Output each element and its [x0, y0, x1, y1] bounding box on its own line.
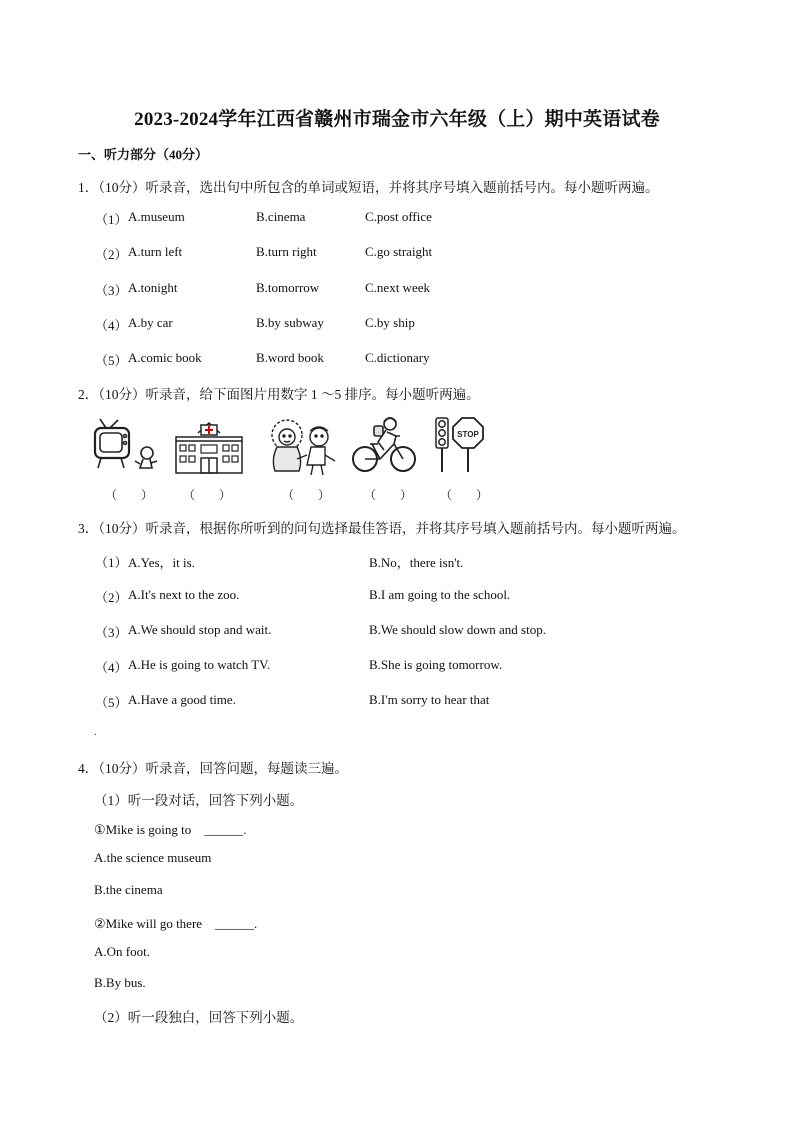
q1-option-a: A.museum [128, 209, 185, 224]
q4-sub-1-option-a: A.the science museum [94, 850, 212, 865]
q3-option-b: B.She is going tomorrow. [369, 657, 503, 672]
q3-item-number: （2） [95, 590, 128, 605]
q1-option-a: A.comic book [128, 350, 202, 365]
q1-option-b: B.word book [256, 350, 324, 365]
q1-item-number: （1） [95, 212, 128, 227]
q3-item-number: （5） [95, 695, 128, 710]
answer-blank[interactable]: （ ） [440, 488, 489, 502]
q1-option-c: C.go straight [365, 244, 433, 259]
boy-on-bicycle-picture [350, 414, 420, 474]
q3-item-number: （3） [95, 625, 128, 640]
hospital-picture [173, 419, 245, 476]
question-2-stem: 2．（10分）听录音，给下面图片用数字 1 ～5 排序。每小题听两遍。 [78, 387, 480, 402]
q3-option-b: B.No，there isn't. [369, 555, 464, 570]
q4-sub-1-option-b: B.the cinema [94, 882, 163, 897]
q4-sub-2-option-b: B.By bus. [94, 975, 146, 990]
traffic-light-and-stop-sign-picture [432, 414, 490, 476]
question-1-stem: 1．（10分）听录音，选出句中所包含的单词或短语，并将其序号填入题前括号内。每小题听两遍。 [78, 180, 659, 195]
answer-blank[interactable]: （ ） [183, 488, 232, 502]
q4-part-2-heading: （2）听一段独白，回答下列小题。 [94, 1010, 304, 1025]
q1-option-b: B.by subway [256, 315, 324, 330]
q1-item-number: （5） [95, 353, 128, 368]
q3-item-number: （1） [95, 555, 128, 570]
answer-blank[interactable]: （ ） [364, 488, 413, 502]
q1-option-c: C.post office [365, 209, 432, 224]
q1-option-b: B.tomorrow [256, 280, 320, 295]
q3-option-a: A.It's next to the zoo. [128, 587, 240, 602]
q3-option-b: B.We should slow down and stop. [369, 622, 546, 637]
two-girls-picture [263, 415, 345, 477]
q4-sub-question-1: ①Mike is going to ______. [94, 822, 247, 837]
stop-sign-label: STOP [457, 430, 479, 439]
page-title: 2023-2024学年江西省赣州市瑞金市六年级（上）期中英语试卷 [134, 109, 660, 130]
tv-and-child-picture [90, 418, 162, 476]
trailing-dot: . [94, 727, 97, 738]
q3-option-a: A.He is going to watch TV. [128, 657, 271, 672]
q3-option-a: A.Have a good time. [128, 692, 236, 707]
q1-option-c: C.next week [365, 280, 430, 295]
q1-item-number: （2） [95, 247, 128, 262]
q1-option-b: B.cinema [256, 209, 306, 224]
q4-sub-question-2: ②Mike will go there ______. [94, 916, 258, 931]
q1-option-a: A.turn left [128, 244, 183, 259]
q3-option-a: A.We should stop and wait. [128, 622, 272, 637]
q3-option-b: B.I'm sorry to hear that [369, 692, 490, 707]
question-3-stem: 3．（10分）听录音，根据你所听到的问句选择最佳答语，并将其序号填入题前括号内。每小题听两遍。 [78, 521, 686, 536]
q1-option-a: A.tonight [128, 280, 178, 295]
section-heading-listening: 一、听力部分（40分） [78, 147, 209, 162]
q1-option-c: C.dictionary [365, 350, 430, 365]
q1-option-a: A.by car [128, 315, 173, 330]
q1-item-number: （3） [95, 283, 128, 298]
q3-item-number: （4） [95, 660, 128, 675]
q3-option-b: B.I am going to the school. [369, 587, 511, 602]
q1-option-b: B.turn right [256, 244, 317, 259]
question-4-stem: 4．（10分）听录音，回答问题，每题读三遍。 [78, 761, 348, 776]
q1-option-c: C.by ship [365, 315, 415, 330]
q4-part-1-heading: （1）听一段对话，回答下列小题。 [94, 793, 304, 808]
answer-blank[interactable]: （ ） [282, 488, 331, 502]
q1-item-number: （4） [95, 318, 128, 333]
answer-blank[interactable]: （ ） [105, 488, 154, 502]
q3-option-a: A.Yes，it is. [128, 555, 195, 570]
q4-sub-2-option-a: A.On foot. [94, 944, 150, 959]
